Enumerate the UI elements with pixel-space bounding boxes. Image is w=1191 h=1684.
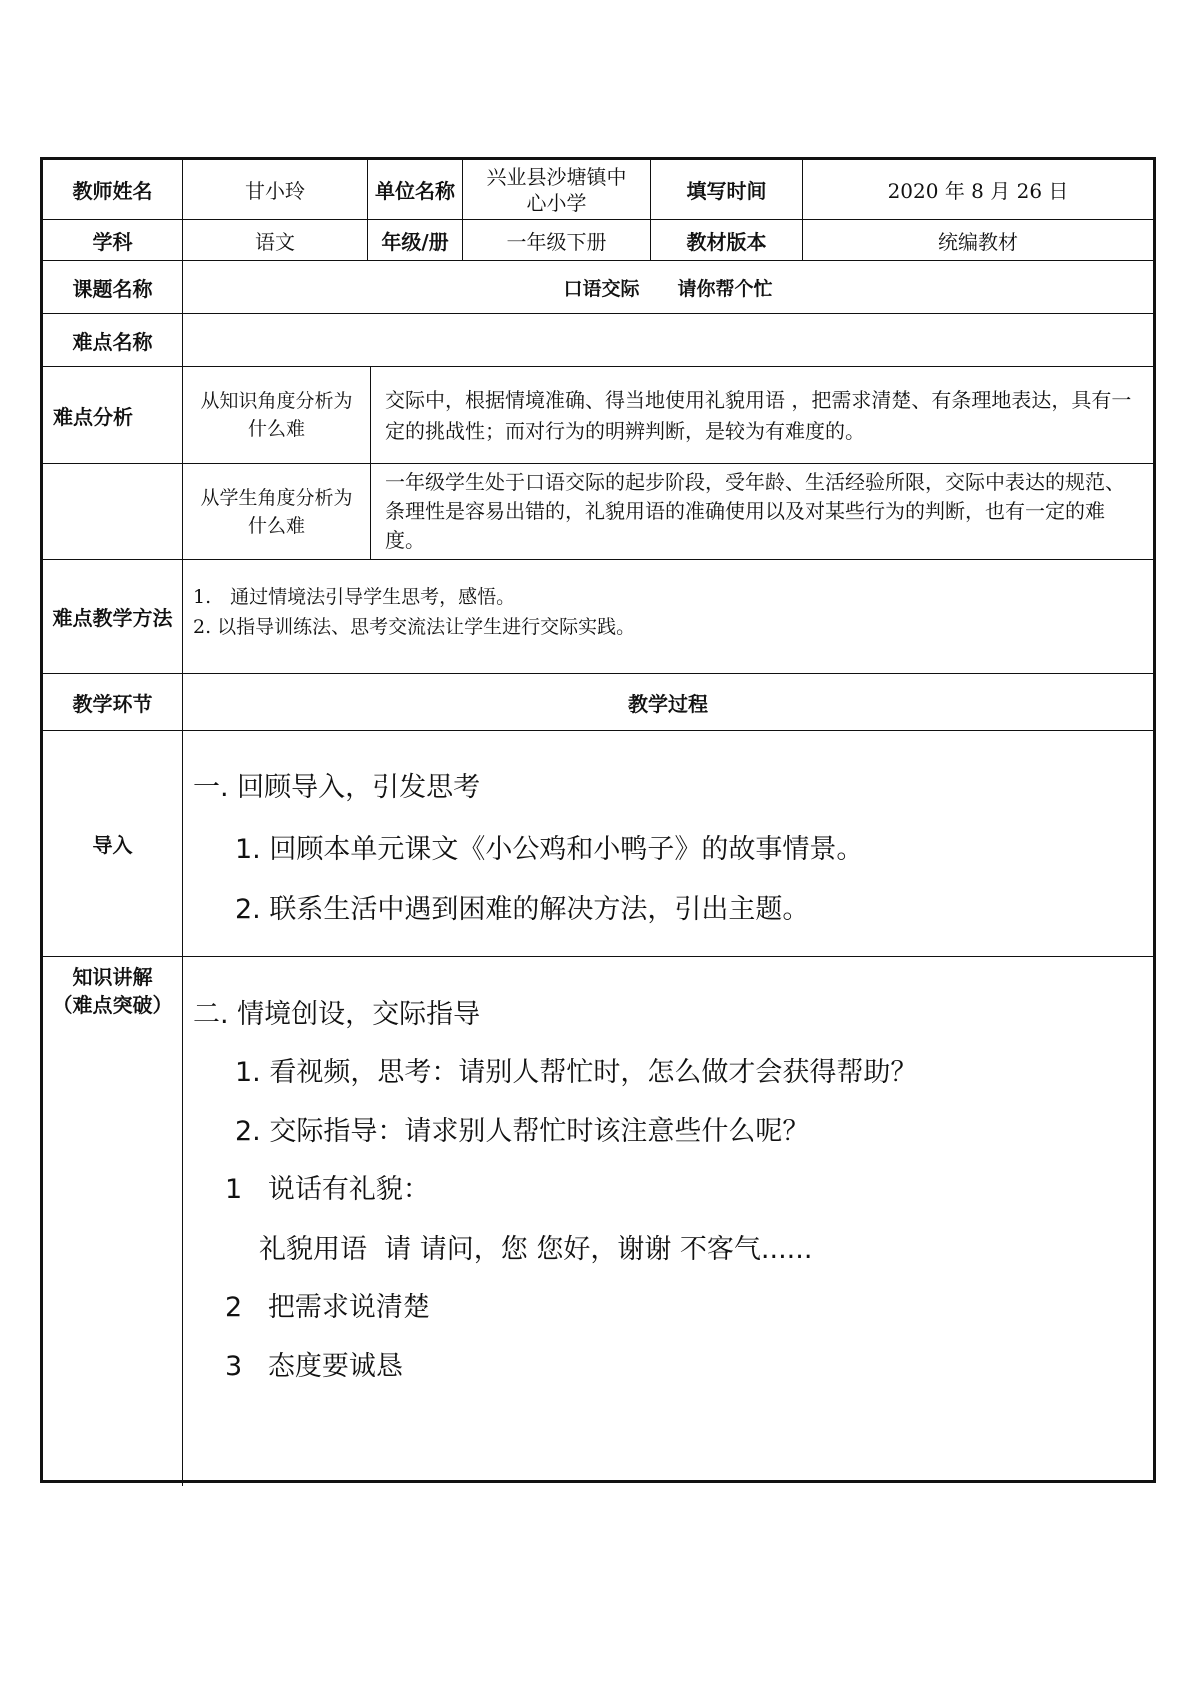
intro-title: 一. 回顾导入，引发思考 — [193, 772, 481, 803]
knowledge-item-2: 2. 交际指导：请求别人帮忙时该注意些什么呢？ — [235, 1116, 810, 1147]
student-angle-text: 一年级学生处于口语交际的起步阶段，受年龄、生活经验所限，交际中表达的规范、条理性是容易出错的，礼貌用语的准确使用以及对某些行为的判断，也有一定的难度。 — [371, 464, 1153, 560]
method-item-1: 1. 通过情境法引导学生思考，感悟。 — [193, 586, 516, 608]
knowledge-content — [183, 957, 1153, 1486]
knowledge-angle-label: 从知识角度分析为什么难 — [183, 367, 371, 464]
grade-label: 年级/册 — [368, 220, 463, 261]
methods-label: 难点教学方法 — [43, 560, 183, 674]
unit-name-value: 兴业县沙塘镇中心小学 — [463, 160, 651, 220]
difficulty-label: 难点名称 — [43, 314, 183, 367]
difficulty-value — [183, 314, 1153, 367]
lesson-plan-table — [40, 157, 1156, 1483]
knowledge-label-line2: （难点突破） — [52, 993, 173, 1017]
stage-header: 教学环节 — [43, 674, 183, 731]
knowledge-sub-item-2: 礼貌用语 请 请问，您 您好，谢谢 不客气...... — [259, 1234, 813, 1265]
analysis-label: 难点分析 — [43, 367, 183, 464]
methods-content — [183, 560, 1153, 674]
intro-item-2: 2. 联系生活中遇到困难的解决方法，引出主题。 — [235, 894, 810, 925]
topic-label: 课题名称 — [43, 261, 183, 314]
edition-label: 教材版本 — [651, 220, 803, 261]
intro-item-1: 1. 回顾本单元课文《小公鸡和小鸭子》的故事情景。 — [235, 834, 864, 865]
knowledge-sub-item-3: 2 把需求说清楚 — [225, 1292, 430, 1323]
knowledge-sub-item-4: 3 态度要诚恳 — [225, 1351, 403, 1382]
teacher-name-value: 甘小玲 — [183, 160, 368, 220]
teacher-name-label: 教师姓名 — [43, 160, 183, 220]
unit-name-label: 单位名称 — [368, 160, 463, 220]
knowledge-sub-item-1: 1 说话有礼貌： — [225, 1174, 430, 1205]
fill-time-label: 填写时间 — [651, 160, 803, 220]
knowledge-label — [43, 957, 183, 1486]
subject-value: 语文 — [183, 220, 368, 261]
method-item-2: 2. 以指导训练法、思考交流法让学生进行交际实践。 — [193, 616, 636, 638]
topic-value: 口语交际 请你帮个忙 — [183, 261, 1153, 314]
process-header: 教学过程 — [183, 674, 1153, 731]
grade-value: 一年级下册 — [463, 220, 651, 261]
knowledge-angle-text: 交际中，根据情境准确、得当地使用礼貌用语 ，把需求清楚、有条理地表达，具有一定的挑战性；而对行为的明辨判断，是较为有难度的。 — [371, 367, 1153, 464]
knowledge-label-line1: 知识讲解 — [72, 965, 153, 989]
student-angle-label: 从学生角度分析为什么难 — [183, 464, 371, 560]
analysis-empty-cell — [43, 464, 183, 560]
intro-label: 导入 — [43, 731, 183, 957]
subject-label: 学科 — [43, 220, 183, 261]
knowledge-item-1: 1. 看视频，思考：请别人帮忙时，怎么做才会获得帮助？ — [235, 1057, 918, 1088]
fill-time-value: 2020 年 8 月 26 日 — [803, 160, 1153, 220]
intro-content — [183, 731, 1153, 957]
knowledge-title: 二. 情境创设，交际指导 — [193, 999, 481, 1030]
edition-value: 统编教材 — [803, 220, 1153, 261]
